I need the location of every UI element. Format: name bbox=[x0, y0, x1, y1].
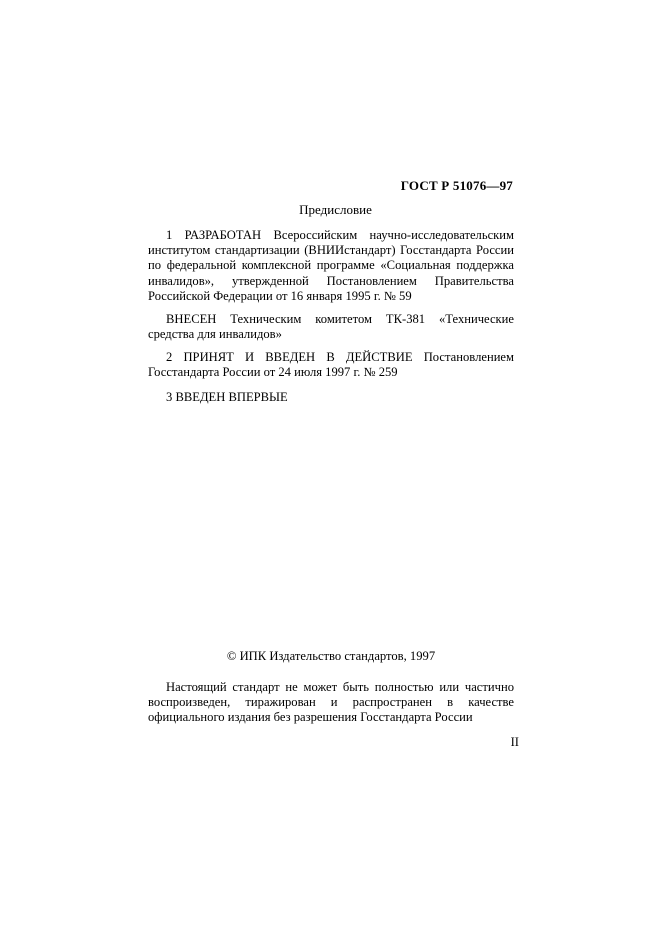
paragraph-first-introduced bbox=[148, 390, 514, 405]
paragraph-submitted bbox=[148, 312, 514, 342]
paragraph-text: 3 ВВЕДЕН ВПЕРВЫЕ bbox=[166, 390, 288, 404]
reproduction-notice bbox=[148, 680, 514, 726]
paragraph-text: 2 ПРИНЯТ И ВВЕДЕН В ДЕЙСТВИЕ Постановлением Госстандарта России от 24 июля 1997 г. № 259 bbox=[148, 350, 514, 380]
paragraph-text: ВНЕСЕН Техническим комитетом ТК-381 «Технические средства для инвалидов» bbox=[148, 312, 514, 342]
section-title: Предисловие bbox=[299, 202, 372, 217]
reproduction-notice-text: Настоящий стандарт не может быть полностью или частично воспроизведен, тиражирован и распространен в качестве официального издания без разрешения Госстандарта России bbox=[148, 680, 514, 725]
copyright-line: © ИПК Издательство стандартов, 1997 bbox=[226, 649, 436, 663]
page-number: II bbox=[510, 735, 519, 749]
standard-code-header: ГОСТ Р 51076—97 bbox=[400, 178, 513, 193]
paragraph-developed bbox=[148, 228, 514, 304]
paragraph-text: 1 РАЗРАБОТАН Всероссийским научно-исследовательским институтом стандартизации (ВНИИстандарт) Госстандарта России по федеральной комплексной программе «Социальная поддержка инвалидов», утвержденной Постановлением Правительства Российской Федерации от 16 января 1995 г. № 59 bbox=[148, 228, 514, 303]
paragraph-adopted bbox=[148, 350, 514, 380]
